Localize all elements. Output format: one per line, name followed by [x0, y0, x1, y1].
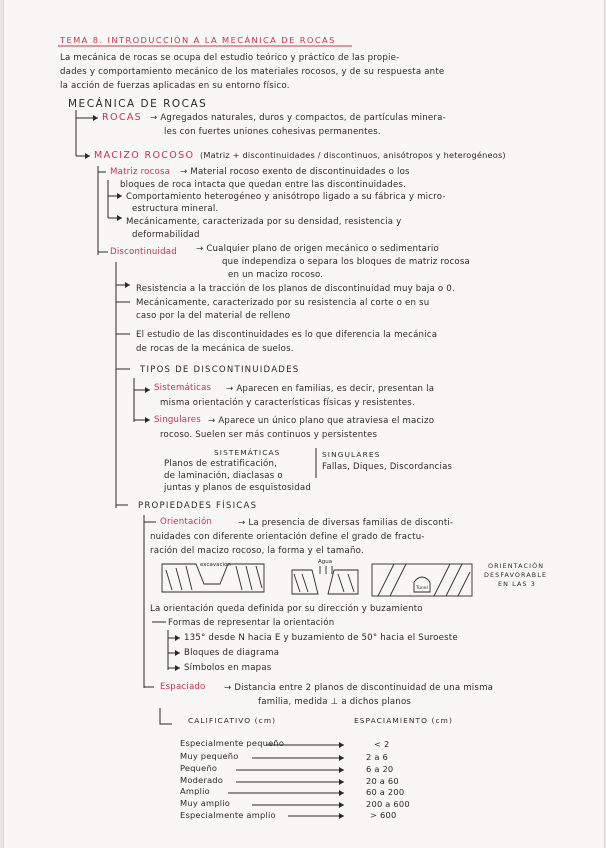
- table-head-singulares: SINGULARES: [322, 450, 381, 459]
- table-cell: de laminación, diaclasas o: [164, 471, 283, 481]
- spacing-name: Muy amplio: [180, 798, 231, 808]
- orientation-note: La orientación queda definida por su dirección y buzamiento: [150, 604, 423, 614]
- singulares-definition: rocoso. Suelen ser más continuos y persistentes: [160, 430, 378, 440]
- note-line: DESFAVORABLE: [484, 571, 548, 579]
- spacing-value: 6 a 20: [366, 764, 394, 774]
- sistematicas-definition: → Aparecen en familias, es decir, presentan la: [226, 384, 435, 394]
- spacing-name: Muy pequeño: [180, 751, 239, 761]
- note-line: EN LAS 3: [498, 580, 536, 588]
- intro-line: La mecánica de rocas se ocupa del estudio teórico y práctico de las propie-: [60, 53, 400, 63]
- singulares-definition: → Aparece un único plano que atraviesa el macizo: [208, 416, 435, 426]
- orientation-form: 135° desde N hacia E y buzamiento de 50° hacia el Suroeste: [184, 633, 458, 643]
- orientacion-definition: → La presencia de diversas familias de disconti-: [238, 518, 454, 528]
- tipos-heading: TIPOS DE DISCONTINUIDADES: [140, 365, 300, 375]
- espaciado-definition: familia, medida ⊥ a dichos planos: [258, 697, 412, 707]
- propiedades-heading: PROPIEDADES FÍSICAS: [138, 501, 258, 511]
- spacing-name: Moderado: [180, 775, 224, 785]
- matriz-detail: Mecánicamente, caracterizada por su densidad, resistencia y: [126, 217, 402, 227]
- rocas-definition: les con fuertes uniones cohesivas permanentes.: [164, 127, 381, 137]
- sistematicas-definition: misma orientación y características físicas y resistentes.: [160, 398, 415, 408]
- spacing-value: < 2: [374, 739, 390, 749]
- spacing-value: 2 a 6: [366, 752, 388, 762]
- spacing-name: Amplio: [180, 786, 210, 796]
- matriz-definition: bloques de roca intacta que quedan entre las discontinuidades.: [120, 180, 407, 190]
- table-cell: Fallas, Diques, Discordancias: [322, 462, 453, 472]
- orientation-forms-heading: Formas de representar la orientación: [168, 618, 335, 628]
- section-heading: MECÁNICA DE ROCAS: [68, 98, 208, 110]
- spacing-name: Pequeño: [180, 763, 218, 773]
- discontinuidad-definition: → Cualquier plano de origen mecánico o sedimentario: [196, 244, 439, 254]
- espaciado-label: Espaciado: [160, 682, 206, 692]
- matriz-detail: estructura mineral.: [132, 204, 219, 214]
- spacing-value: 20 a 60: [366, 776, 399, 786]
- water-sketch: [290, 556, 360, 598]
- table-head-calificativo: CALIFICATIVO (cm): [188, 716, 277, 725]
- intro-line: dades y comportamiento mecánico de los materiales rocosos, y de su respuesta ante: [60, 67, 445, 77]
- point-text: Mecánicamente, caracterizado por su resistencia al corte o en su: [136, 298, 430, 308]
- discontinuidad-definition: que independiza o separa los bloques de matriz rocosa: [222, 257, 470, 267]
- spacing-name: Especialmente amplio: [180, 810, 276, 820]
- table-head-sistematicas: SISTEMÁTICAS: [214, 448, 281, 457]
- sistematicas-label: Sistemáticas: [154, 383, 212, 393]
- spacing-name: Especialmente pequeño: [180, 738, 285, 748]
- rocas-definition: → Agregados naturales, duros y compactos, de partículas minera-: [150, 113, 446, 123]
- matriz-definition: → Material rocoso exento de discontinuidades o los: [180, 167, 410, 177]
- orientation-form: Símbolos en mapas: [184, 663, 272, 673]
- macizo-label: MACIZO ROCOSO: [94, 150, 195, 161]
- excavation-sketch: [160, 560, 268, 596]
- point-text: de rocas de la mecánica de suelos.: [136, 344, 294, 354]
- point-text: El estudio de las discontinuidades es lo que diferencia la mecánica: [136, 330, 438, 340]
- tunnel-sketch: [370, 562, 478, 600]
- point-text: Resistencia a la tracción de los planos de discontinuidad muy baja o 0.: [136, 284, 455, 294]
- discontinuidad-label: Discontinuidad: [110, 247, 177, 257]
- orientacion-definition: nuidades con diferente orientación define el grado de fractu-: [150, 532, 425, 542]
- note-line: ORIENTACIÓN: [488, 562, 545, 570]
- macizo-description: (Matriz + discontinuidades / discontinuos, anisótropos y heterogéneos): [200, 150, 506, 160]
- orientacion-label: Orientación: [160, 517, 213, 527]
- tunnel-label: Túnel: [416, 586, 428, 591]
- singulares-label: Singulares: [154, 415, 201, 425]
- discontinuidad-definition: en un macizo rocoso.: [228, 270, 324, 280]
- spacing-value: 60 a 200: [366, 787, 405, 797]
- intro-line: la acción de fuerzas aplicadas en su entorno físico.: [60, 81, 290, 91]
- water-label: Agua: [318, 559, 333, 565]
- table-cell: Planos de estratificación,: [164, 459, 278, 469]
- matriz-detail: Comportamiento heterogéneo y anisótropo ligado a su fábrica y micro-: [126, 192, 446, 202]
- point-text: caso por la del material de relleno: [136, 311, 291, 321]
- matriz-label: Matriz rocosa: [110, 167, 171, 177]
- table-head-espaciamiento: ESPACIAMIENTO (cm): [354, 716, 453, 725]
- rocas-label: ROCAS: [102, 112, 143, 123]
- espaciado-definition: → Distancia entre 2 planos de discontinuidad de una misma: [224, 683, 494, 693]
- orientation-form: Bloques de diagrama: [184, 648, 280, 658]
- spacing-value: > 600: [370, 810, 397, 820]
- matriz-detail: deformabilidad: [132, 230, 200, 240]
- orientacion-definition: ración del macizo rocoso, la forma y el tamaño.: [150, 546, 364, 556]
- notebook-page: [3, 0, 605, 848]
- page-title: TEMA 8. INTRODUCCIÓN A LA MECÁNICA DE ROCAS: [60, 35, 336, 45]
- excavation-label: excavación: [200, 562, 231, 568]
- table-cell: juntas y planos de esquistosidad: [164, 483, 312, 493]
- spacing-value: 200 a 600: [366, 799, 410, 809]
